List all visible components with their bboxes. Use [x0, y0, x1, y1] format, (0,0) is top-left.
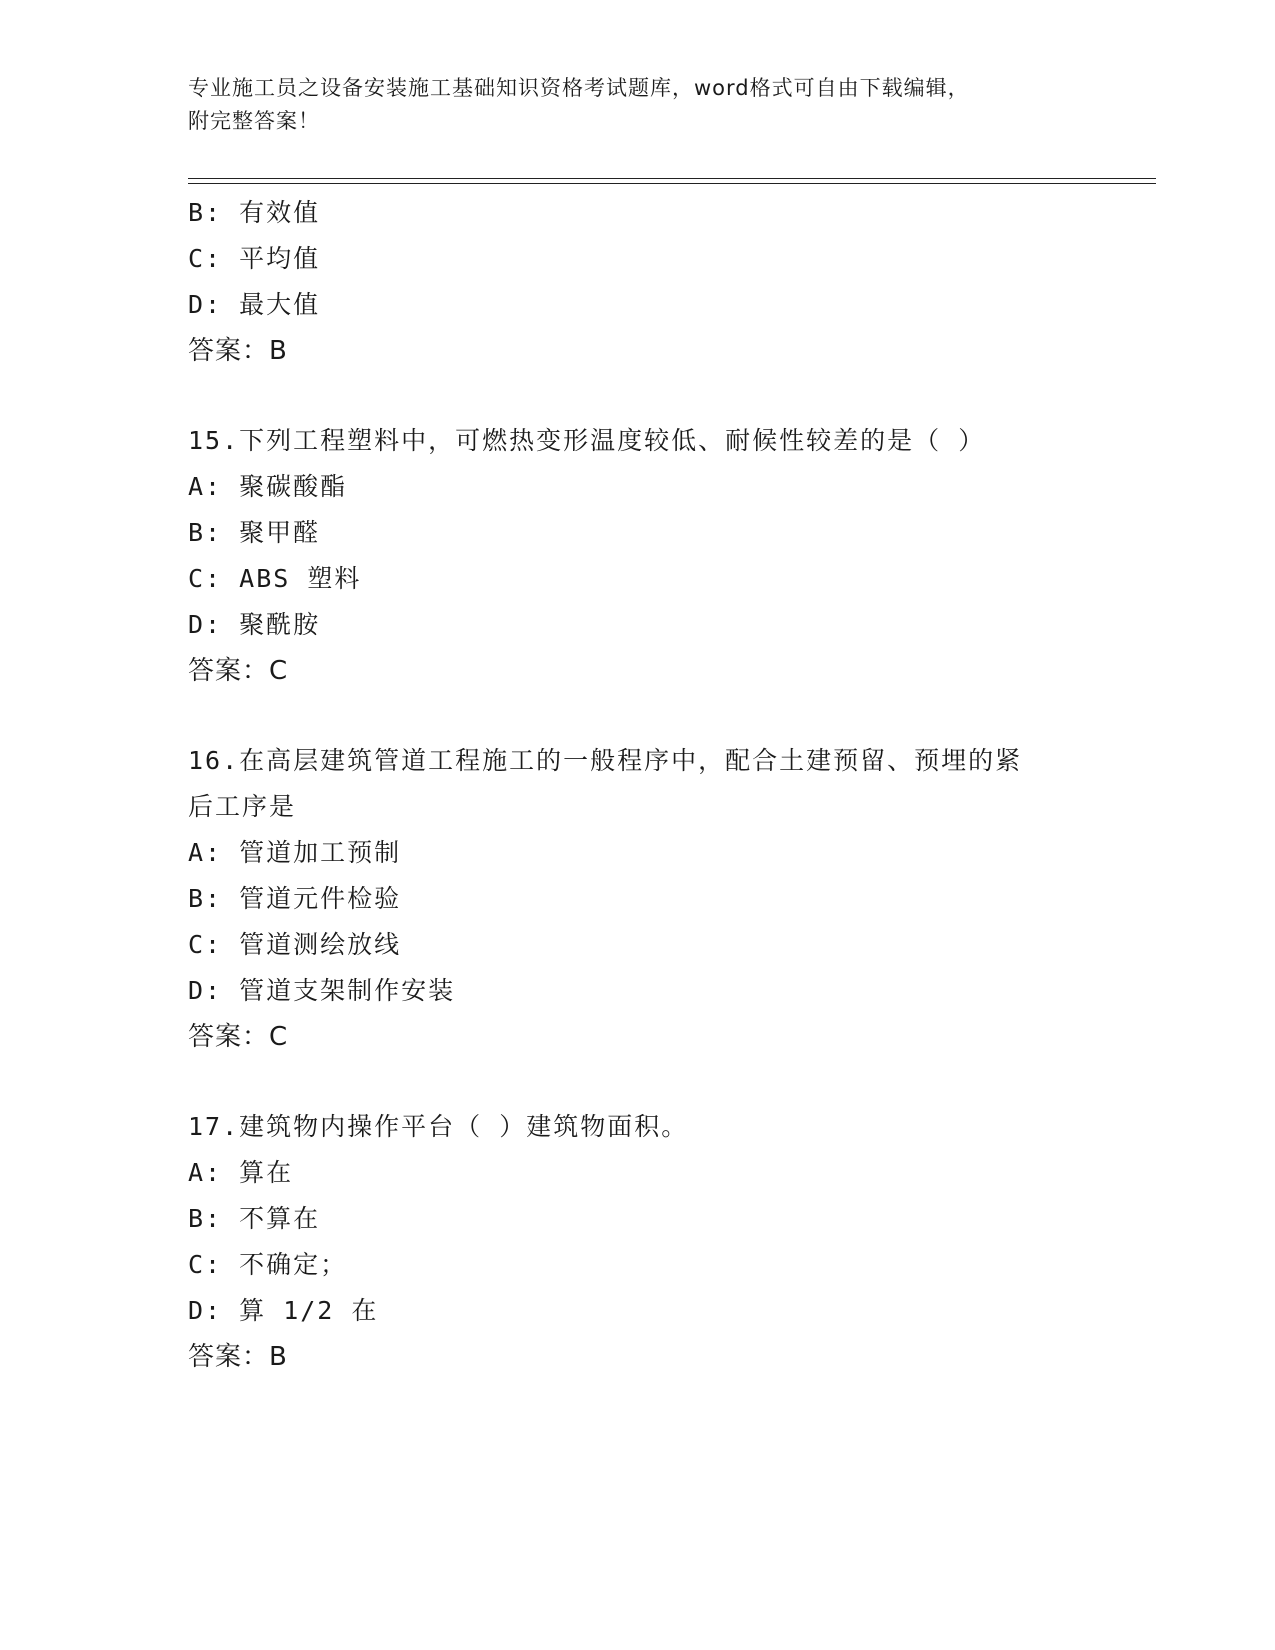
option-d: D: 聚酰胺 [188, 610, 321, 639]
option-c: C: 管道测绘放线 [188, 930, 402, 959]
option-b: B: 不算在 [188, 1204, 321, 1233]
answer: 答案：B [188, 1342, 288, 1372]
question-title: 17.建筑物内操作平台（ ）建筑物面积。 [188, 1112, 689, 1141]
header-line-2: 附完整答案！ [188, 109, 320, 133]
question-14 [188, 190, 1088, 374]
option-b: B: 管道元件检验 [188, 884, 402, 913]
question-title: 15.下列工程塑料中，可燃热变形温度较低、耐候性较差的是（ ） [188, 426, 986, 455]
answer: 答案：C [188, 1022, 289, 1052]
question-list [188, 190, 1088, 1380]
option-b: B: 聚甲醛 [188, 518, 321, 547]
option-a: A: 算在 [188, 1158, 294, 1187]
question-17 [188, 1104, 1088, 1380]
option-c: C: 平均值 [188, 244, 321, 273]
question-16 [188, 738, 1088, 1060]
question-title-line-1: 16.在高层建筑管道工程施工的一般程序中，配合土建预留、预埋的紧 [188, 746, 1023, 775]
question-title-line-2: 后工序是 [188, 792, 297, 821]
answer: 答案：B [188, 336, 288, 366]
option-c: C: 不确定； [188, 1250, 348, 1279]
option-a: A: 管道加工预制 [188, 838, 402, 867]
option-d: D: 管道支架制作安装 [188, 976, 456, 1005]
question-15 [188, 418, 1088, 694]
option-d: D: 最大值 [188, 290, 321, 319]
document-header [188, 72, 1088, 138]
option-b: B: 有效值 [188, 198, 321, 227]
header-line-1: 专业施工员之设备安装施工基础知识资格考试题库，word格式可自由下载编辑， [188, 76, 970, 100]
option-a: A: 聚碳酸酯 [188, 472, 348, 501]
option-d: D: 算 1/2 在 [188, 1296, 379, 1325]
answer: 答案：C [188, 656, 289, 686]
option-c: C: ABS 塑料 [188, 564, 362, 593]
header-divider [188, 178, 1156, 184]
